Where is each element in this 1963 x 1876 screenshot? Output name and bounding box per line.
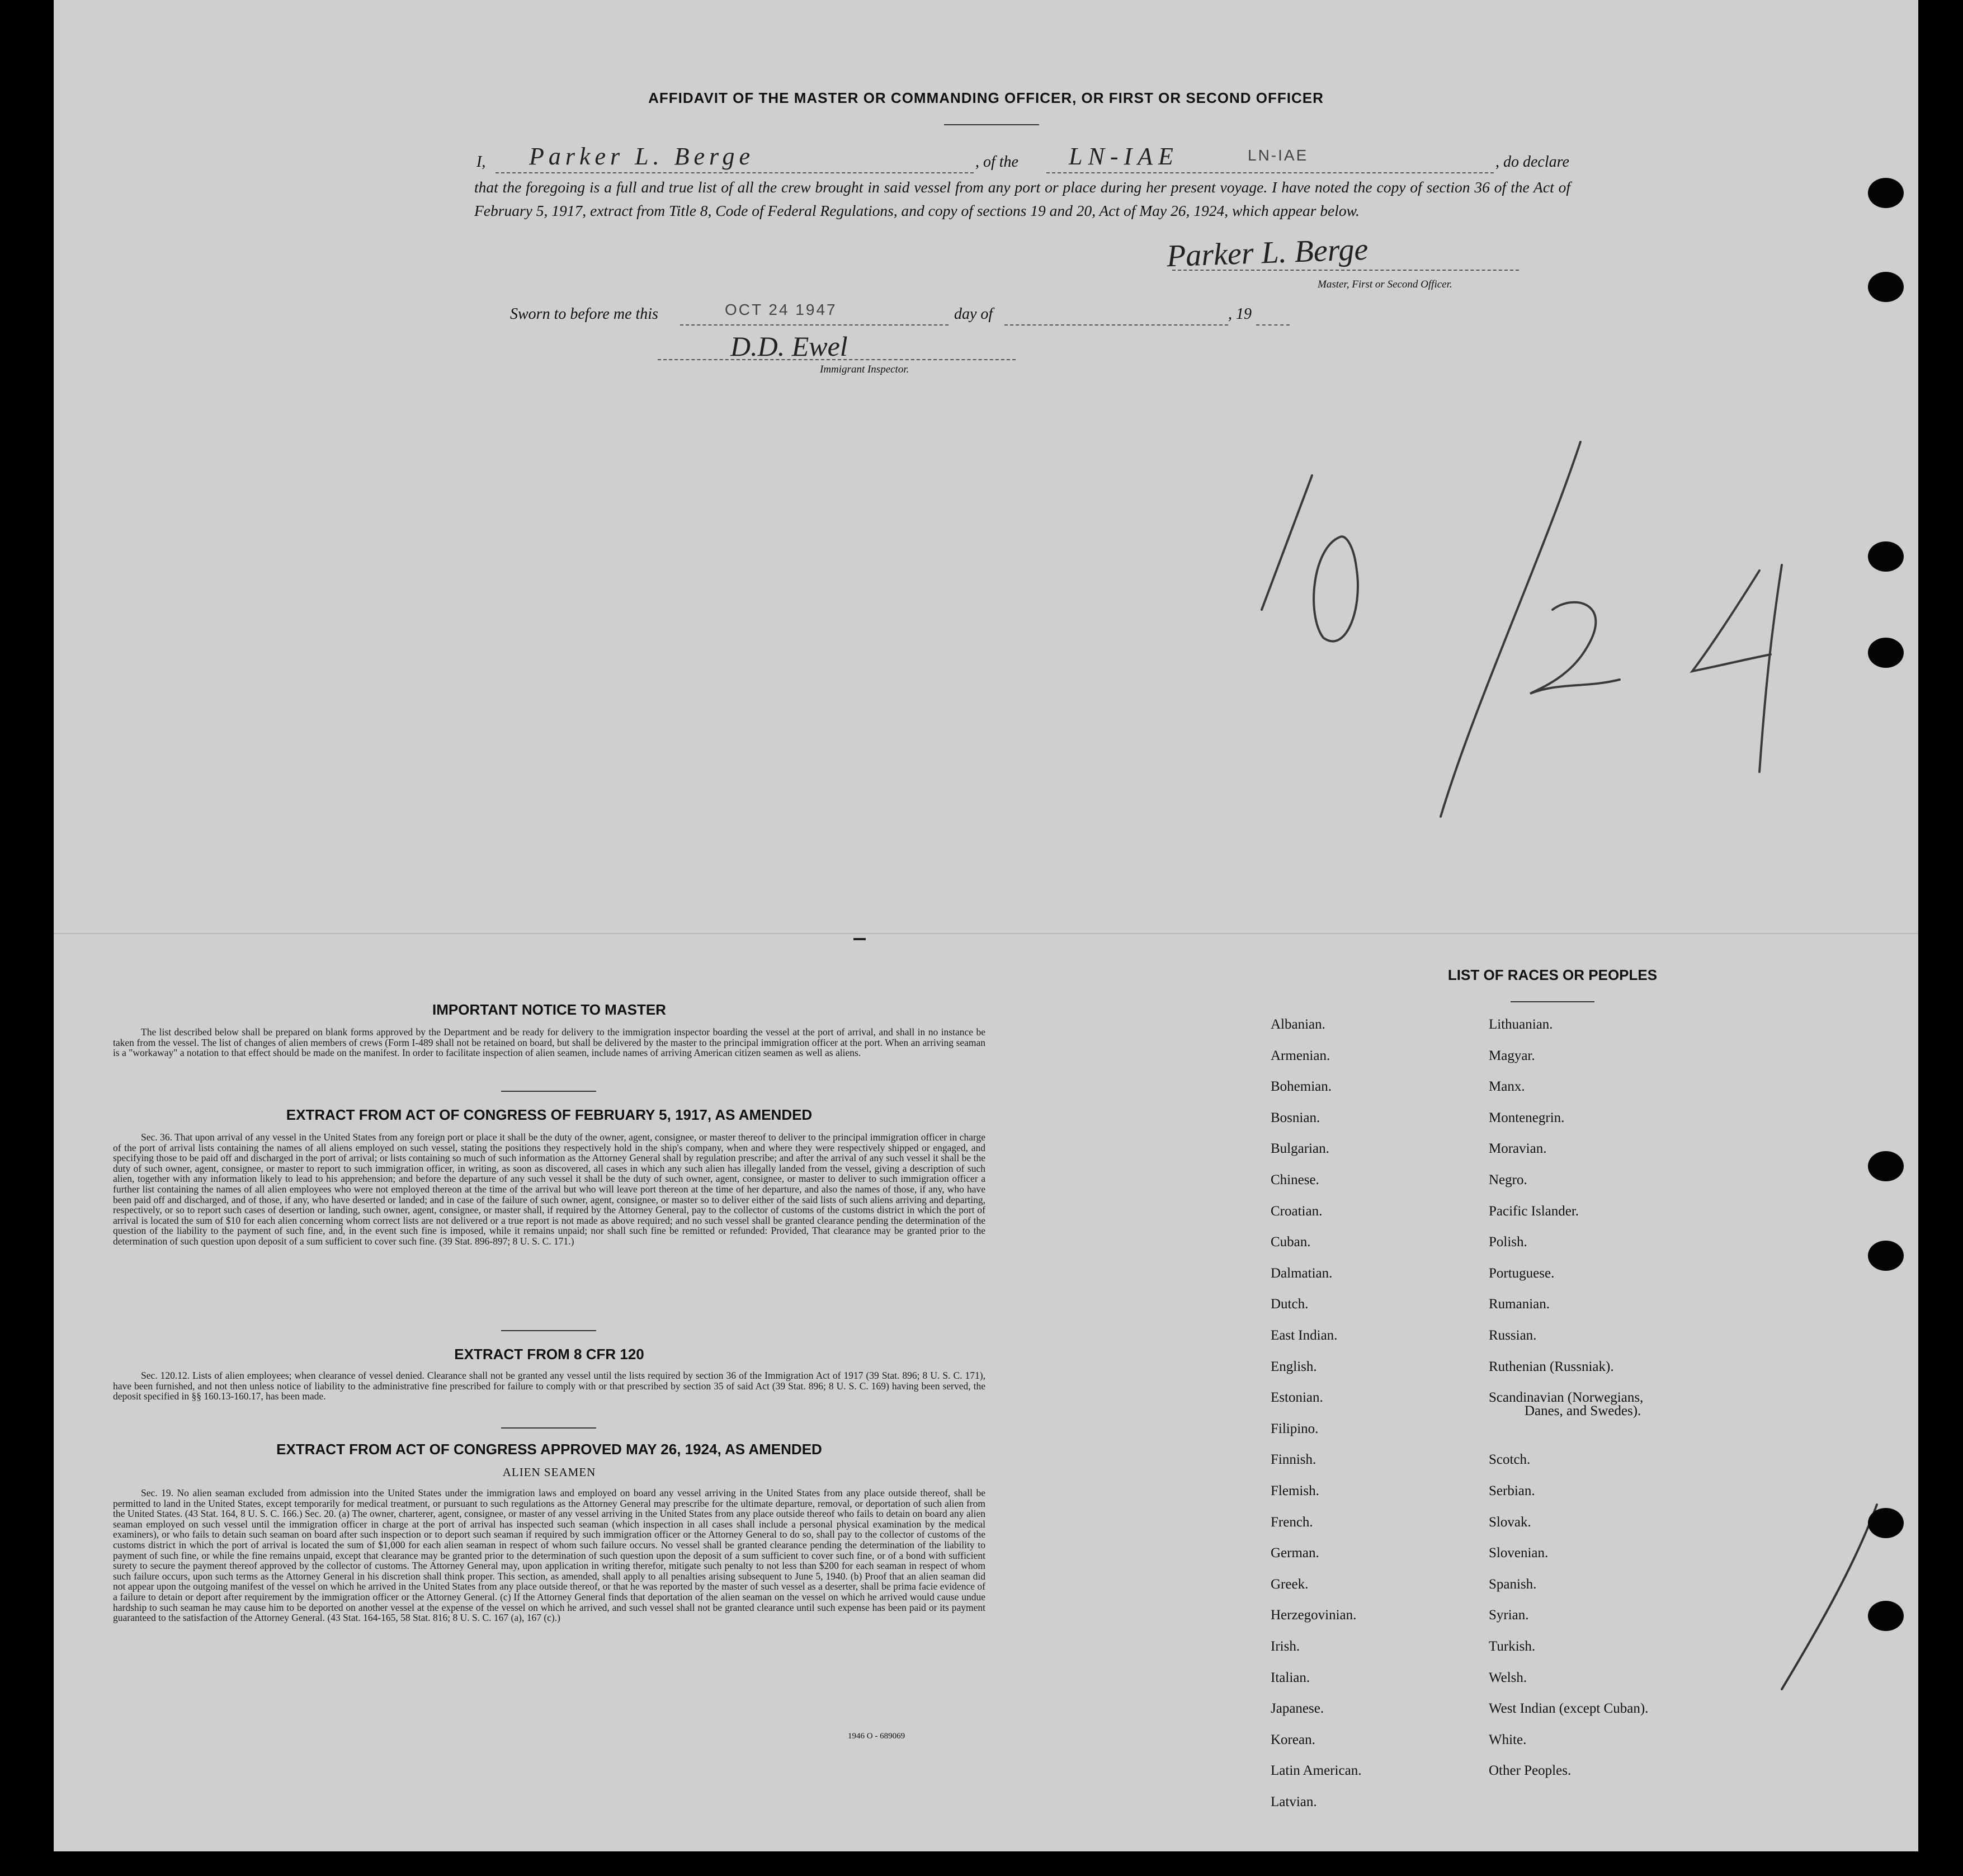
race-item: French. [1271,1514,1313,1530]
race-item: Greek. [1271,1576,1309,1592]
binder-hole [1868,1508,1904,1538]
signature-caption: Master, First or Second Officer. [1318,279,1452,290]
binder-hole [1868,541,1904,572]
print-code: 1946 O - 689069 [848,1732,905,1741]
race-item: Finnish. [1271,1452,1316,1468]
year-prefix: , 19 [1228,305,1252,323]
race-item: Latin American. [1271,1763,1362,1779]
master-name-handwritten: Parker L. Berge [529,143,755,170]
race-item: Latvian. [1271,1794,1317,1809]
notice-body: The list described below shall be prepared on blank forms approved by the Department and be ready for delivery to the immigration inspector boarding the vessel at the port of arrival, and shall in no instance be taken from the vessel. The list of changes of alien members of crews (Form I-489 shall not be retained on board, but shall be delivered by the master to the principal immigration officer at the port. When an arriving seaman is a "workaway" a notation to that effect should be made on the manifest. In order to facilitate inspection of alien seamen, include names of arriving American citizen seamen as well as aliens. [113,1026,985,1059]
vessel-stamp: LN-IAE [1248,147,1309,164]
binder-hole [1868,272,1904,302]
race-item: Pacific Islander. [1489,1203,1579,1219]
race-item: Croatian. [1271,1203,1323,1219]
of-the-label: , of the [975,153,1018,171]
declaration-prefix: I, [476,153,486,171]
race-item: Filipino. [1271,1421,1319,1436]
declare-label: , do declare [1495,153,1569,171]
race-item: Armenian. [1271,1048,1330,1063]
extract-cfr-body: Sec. 120.12. Lists of alien employees; when clearance of vessel denied. Clearance shall not be granted any vessel until the lists required by section 36 of the Immigration Act of 1917 (39 Stat. 896; 8 U. S. C. 171), have been furnished, and not then unless notice of liability to the administrative fine prescribed for failure to comply with or that prescribed by section 35 of said Act (39 Stat. 896; 8 U. S. C. 169) having been served, the deposit specified in §§ 160.13-160.17, has been made. [113,1370,985,1402]
slash-stroke [1441,442,1580,817]
title-rule [944,124,1039,125]
extract-cfr-title: EXTRACT FROM 8 CFR 120 [454,1346,644,1363]
day-of-label: day of [954,305,993,323]
sworn-prefix: Sworn to before me this [510,305,658,323]
race-item: Turkish. [1489,1639,1536,1654]
sworn-date-stamp: OCT 24 1947 [725,301,837,318]
fold-line [54,933,1918,934]
race-item: West Indian (except Cuban). [1489,1701,1649,1717]
pencil-stroke [1748,1499,1888,1700]
inspector-signature: D.D. Ewel [730,331,848,362]
race-item: Magyar. [1489,1048,1535,1063]
race-item: Rumanian. [1489,1297,1550,1312]
race-item: Lithuanian. [1489,1017,1553,1032]
digit-4-cross-stroke [1692,571,1771,671]
inspector-line [658,358,1016,360]
race-item: Bohemian. [1271,1079,1332,1095]
year-field [1256,307,1290,326]
race-item: Irish. [1271,1639,1300,1654]
digit-0-stroke [1314,536,1358,641]
race-item: Chinese. [1271,1172,1319,1187]
race-item: Spanish. [1489,1576,1537,1592]
race-item: Japanese. [1271,1701,1324,1717]
race-item: Dalmatian. [1271,1265,1333,1281]
inspector-caption: Immigrant Inspector. [820,364,909,375]
race-item: Herzegovinian. [1271,1608,1357,1623]
binder-hole [1868,1241,1904,1271]
race-item: Syrian. [1489,1608,1529,1623]
extract-1917-rule [501,1330,596,1331]
extract-1924-title: EXTRACT FROM ACT OF CONGRESS APPROVED MAY 26, 1924, AS AMENDED [276,1441,822,1458]
race-item: Scandinavian (Norwegians, [1489,1390,1644,1406]
vessel-handwritten: LN-IAE [1069,143,1179,170]
race-item: Korean. [1271,1732,1315,1747]
master-name-field [496,143,974,173]
races-title: LIST OF RACES OR PEOPLES [1447,967,1658,983]
digit-4-stem-stroke [1759,565,1782,772]
race-item: East Indian. [1271,1328,1338,1343]
affidavit-body: that the foregoing is a full and true list of all the crew brought in said vessel from any port or place during her present voyage. I have noted the copy of section 36 of the Act of February 5, 1917, extract from Title 8, Code of Federal Regulations, and copy of sections 19 and 20, Act of May 26, 1924, which appear below. [474,178,1570,219]
handwritten-date-annotation [1228,425,1855,839]
race-item: Slovak. [1489,1514,1531,1530]
race-item: Flemish. [1271,1483,1319,1498]
race-item: Welsh. [1489,1670,1527,1685]
race-item: Portuguese. [1489,1265,1555,1281]
race-item: Polish. [1489,1234,1527,1250]
extract-cfr-rule [501,1427,596,1429]
race-item: Bulgarian. [1271,1141,1329,1157]
race-item: Scotch. [1489,1452,1531,1468]
extract-1917-title: EXTRACT FROM ACT OF CONGRESS OF FEBRUARY 5, 1917, AS AMENDED [286,1106,813,1123]
race-item: Albanian. [1271,1017,1325,1032]
notice-title: IMPORTANT NOTICE TO MASTER [432,1001,666,1018]
binder-hole [1868,178,1904,208]
notice-rule [501,1091,596,1092]
race-item: Ruthenian (Russniak). [1489,1359,1614,1374]
race-item: German. [1271,1545,1319,1561]
race-item: Slovenian. [1489,1545,1549,1561]
race-item: Estonian. [1271,1390,1323,1406]
extract-1924-body: Sec. 19. No alien seaman excluded from admission into the United States under the immigration laws and employed on board any vessel arriving in the United States from any place outside thereof, shall be permitted to land in the United States, except temporarily for medical treatment, or pursuant to such regulations as the Attorney General may prescribe for the ultimate departure, removal, or deportation of such alien from the United States. (43 Stat. 164, 8 U. S. C. 166.) Sec. 20. (a) The owner, charterer, agent, consignee, or master of any vessel arriving in the United States from any place outside thereof who fails to detain on board any alien seaman employed on such vessel until the immigration officer in charge at the port of arrival has inspected such seaman (which inspection in all cases shall include a personal physical examination by the medical examiners), or who fails to detain such seaman on board after such inspection or to deport such seaman if required by such immigration officer or the Attorney General to do so, shall pay to the collector of customs of the customs district in which the port of arrival is located the sum of $1,000 for each alien seaman in respect of whom such failure occurs. No vessel shall be granted clearance pending the determination of the liability to payment of such fine, or while the fine remains unpaid, except that clearance may be granted prior to the determination of such question upon the deposit of a sum sufficient to cover such fine, or of a bond with sufficient surety to secure the payment thereof approved by the collector of customs. The Attorney General may, upon application in writing therefor, mitigate such penalty to not less than $200 for each seaman in respect of whom such failure occurs, upon such terms as the Attorney General in his discretion shall think proper. This section, as amended, shall apply to all penalties arising subsequent to June 5, 1940. (b) Proof that an alien seaman did not appear upon the outgoing manifest of the vessel on which he arrived in the United States from any place outside thereof, or that he was reported by the master of such vessel as a deserter, shall be prima facie evidence of a failure to detain or deport after requirement by the immigration officer or the Attorney General. (c) If the Attorney General finds that deportation of the alien seaman on the vessel on which he arrived would cause undue hardship to such seaman he may cause him to be deported on another vessel at the expense of the vessel on which he arrived, and such vessel shall not be granted clearance until such expense has been paid or its payment guaranteed to the satisfaction of the Attorney General. (43 Stat. 164-165, 58 Stat. 816; 8 U. S. C. 167 (a), 167 (c).) [113,1487,985,1624]
race-item: Danes, and Swedes). [1525,1403,1641,1419]
sworn-date-field [680,301,949,326]
race-item: Bosnian. [1271,1110,1320,1125]
race-item: Moravian. [1489,1141,1547,1157]
binder-hole [1868,1601,1904,1631]
race-item: Montenegrin. [1489,1110,1565,1125]
ink-mark [853,938,866,940]
races-rule [1511,1001,1594,1002]
race-item: Negro. [1489,1172,1527,1187]
extract-1917-body: Sec. 36. That upon arrival of any vessel in the United States from any foreign port or place it shall be the duty of the owner, agent, consignee, or master thereof to deliver to the principal immigration officer in charge of the port of arrival lists containing the names of all aliens employed on such vessel, stating the positions they respectively hold in the ship's company, when and where they were respectively shipped or engaged, and specifying those to be paid off and discharged in the port of arrival; or lists containing so much of such information as the Attorney General shall by regulation prescribe; and after the arrival of any such vessel it shall be the duty of such owner, agent, consignee, or master to report to such immigration officer, in writing, as soon as discovered, all cases in which any such alien has illegally landed from the vessel, giving a description of such alien, together with any information likely to lead to his apprehension; and before the departure of any such vessel it shall be the duty of such owner, agent, consignee, or master to deliver to such immigration officer a further list containing the names of all alien employees who were not employed thereon at the time of the arrival but who will leave port thereon at the time of her departure, and also the names of those, if any, who have been paid off and discharged, and of those, if any, who have deserted or landed; and in case of the failure of such owner, agent, consignee, or master so to deliver either of the said lists of such aliens arriving and departing, respectively, or so to report such cases of desertion or landing, such owner, agent, consignee, or master shall, if required by the Attorney General, pay to the collector of customs of the customs district in which the port of arrival is located the sum of $10 for each alien concerning whom correct lists are not delivered or a true report is not made as above required; and no such vessel shall be granted clearance pending the determination of the question of the liability to the payment of such fine, and, in the event such fine is imposed, while it remains unpaid; nor shall such fine be remitted or refunded: Provided, That clearance may be granted prior to the determination of such question upon deposit of a sum sufficient to cover such fine. (39 Stat. 896-897; 8 U. S. C. 171.) [113,1132,985,1247]
month-field [1004,307,1228,326]
race-item: Other Peoples. [1489,1763,1572,1779]
race-item: White. [1489,1732,1527,1747]
race-item: Russian. [1489,1328,1537,1343]
affidavit-title: AFFIDAVIT OF THE MASTER OR COMMANDING OFFICER, OR FIRST OR SECOND OFFICER [648,89,1324,106]
digit-2-stroke [1530,602,1620,694]
master-signature: Parker L. Berge [1166,232,1369,274]
race-item: English. [1271,1359,1317,1374]
document-sheet [54,0,1918,1851]
binder-hole [1868,1151,1904,1181]
race-item: Serbian. [1489,1483,1535,1498]
race-item: Italian. [1271,1670,1310,1685]
race-item: Cuban. [1271,1234,1311,1250]
race-item: Manx. [1489,1079,1525,1095]
vessel-field [1046,143,1494,173]
digit-1-stroke [1262,475,1312,610]
binder-hole [1868,638,1904,668]
signature-line [1172,268,1519,271]
race-item: Dutch. [1271,1297,1309,1312]
extract-1924-subtitle: ALIEN SEAMEN [502,1465,596,1479]
